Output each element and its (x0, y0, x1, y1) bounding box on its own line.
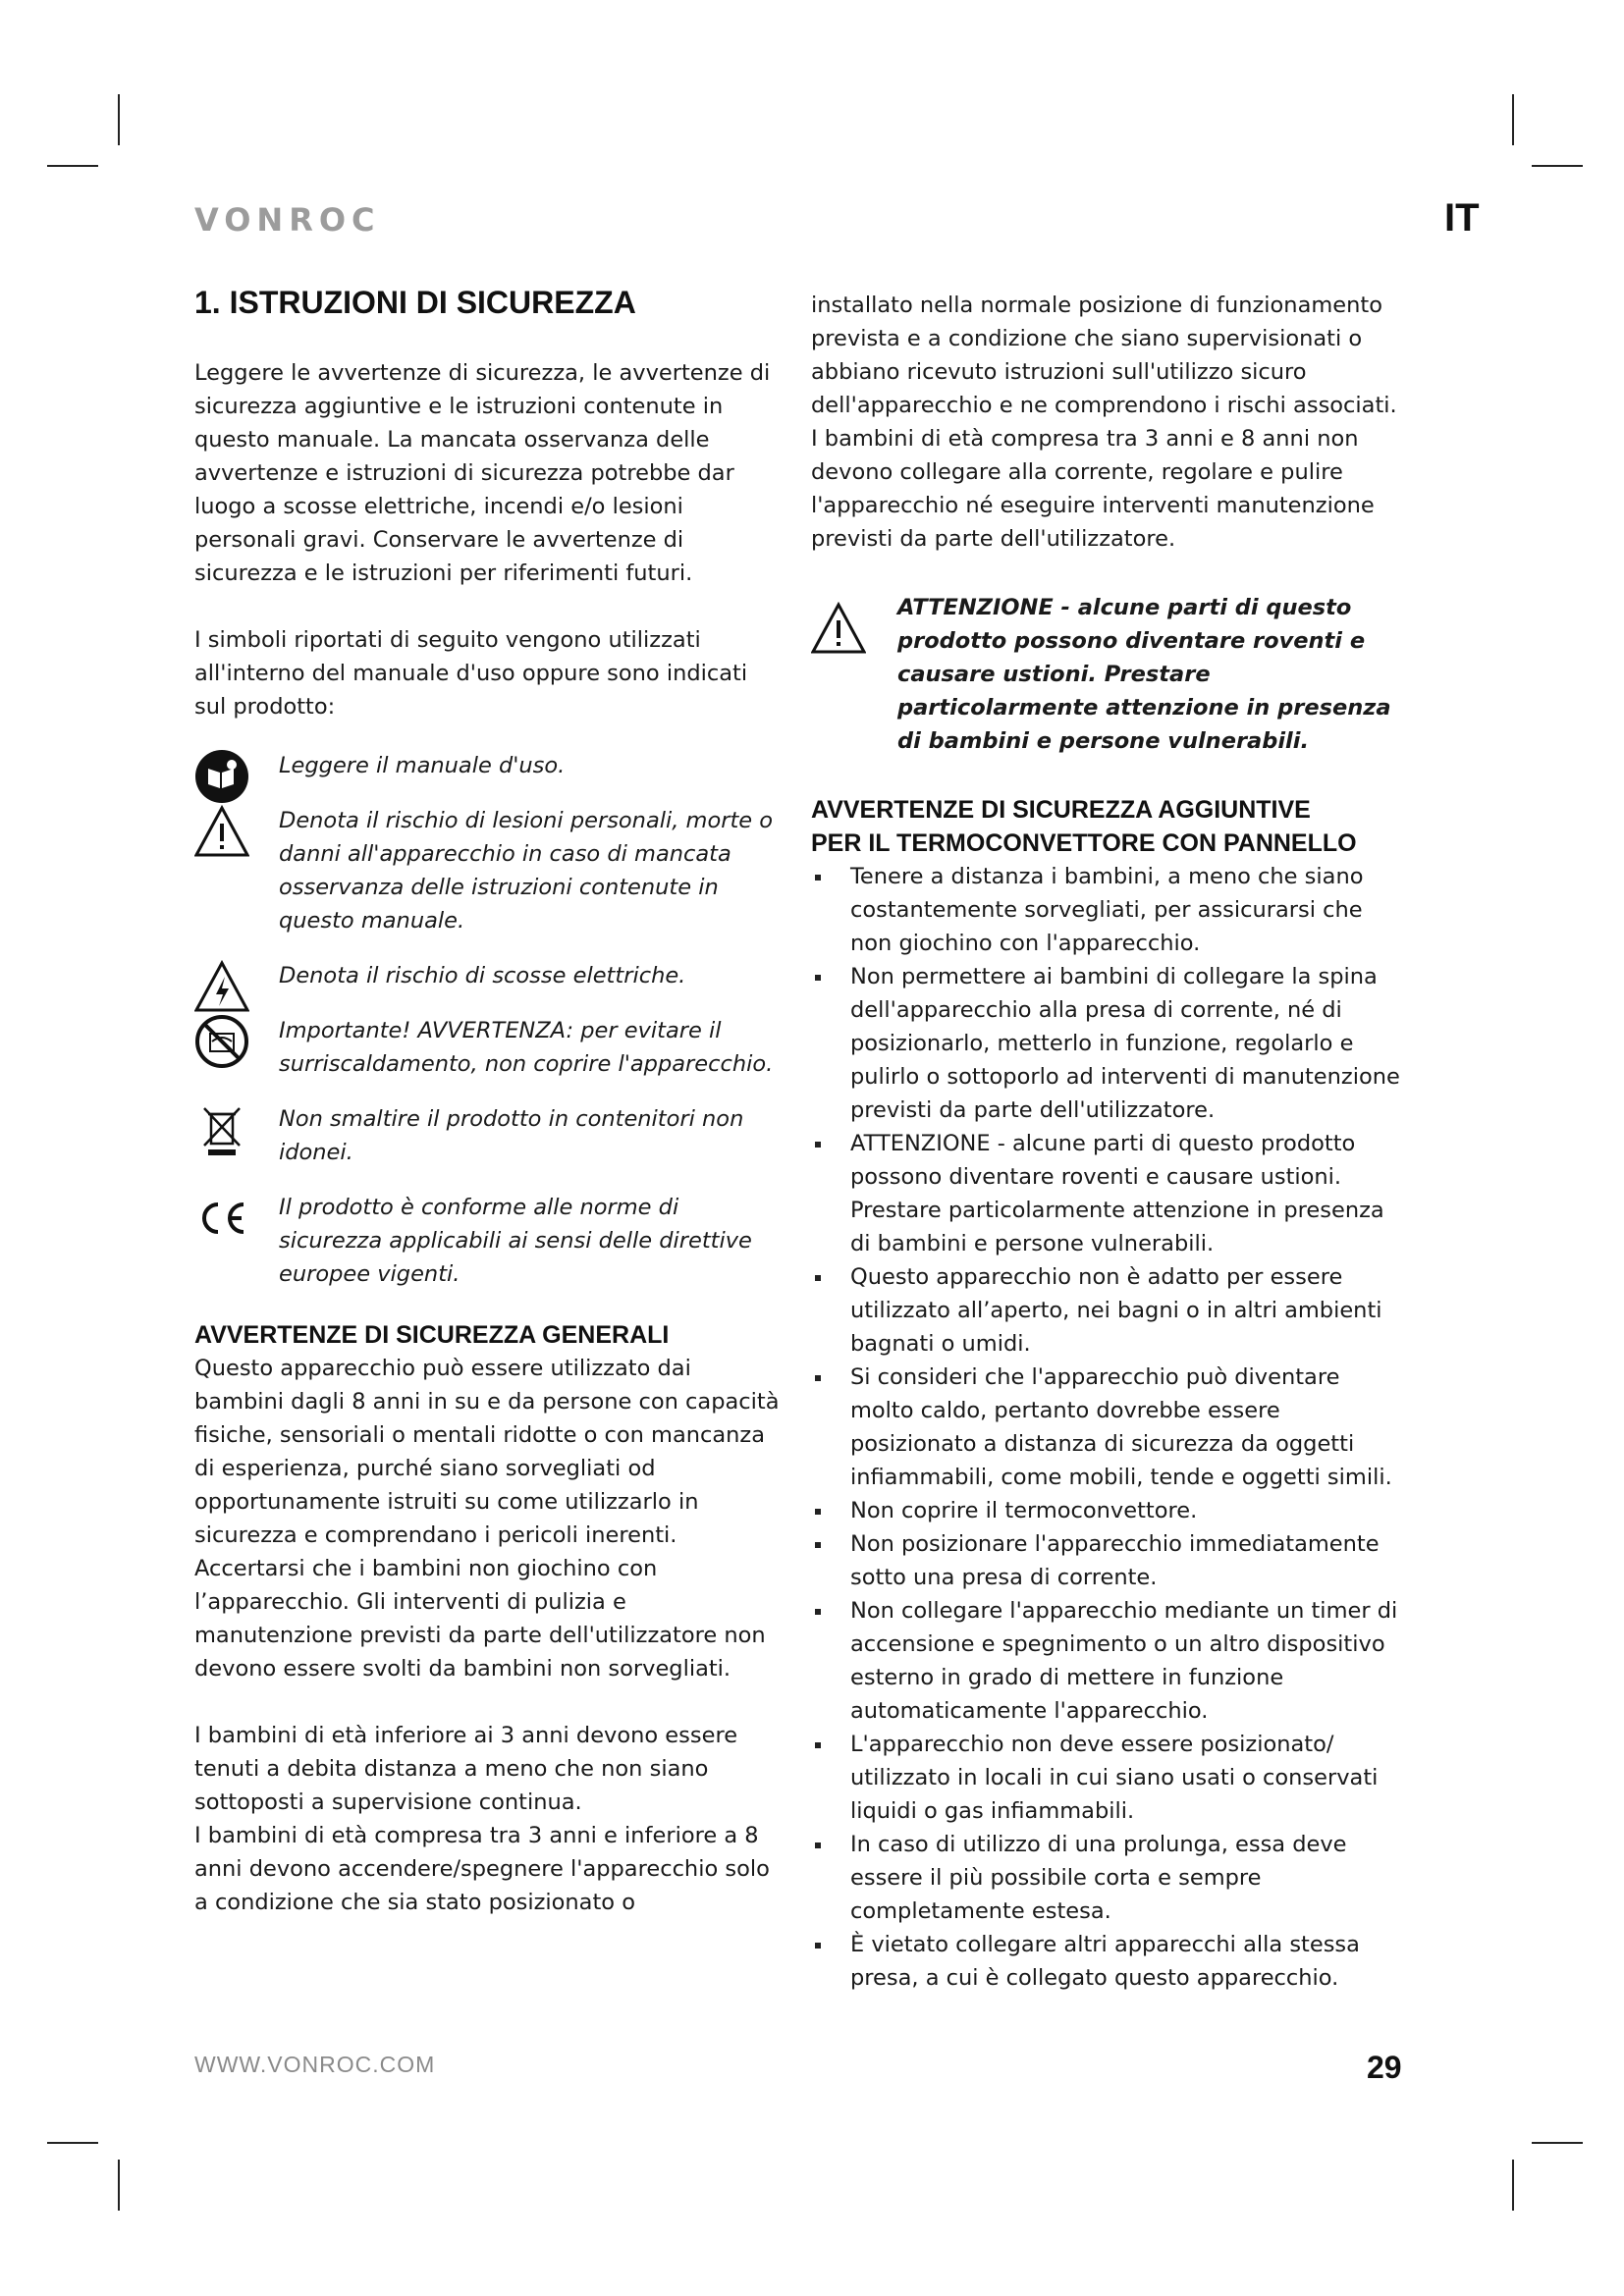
list-item: In caso di utilizzo di una prolunga, essa deve essere il più possibile corta e sempre completamente estesa. (811, 1828, 1410, 1928)
list-item: Non posizionare l'apparecchio immediatamente sotto una presa di corrente. (811, 1527, 1410, 1594)
crop-mark (1532, 165, 1583, 167)
symbol-row-do-not-cover (194, 1014, 784, 1081)
electric-shock-icon (194, 959, 249, 1014)
symbol-row-electric (194, 959, 784, 992)
footer-url: WWW.VONROC.COM (194, 2052, 436, 2077)
left-column (194, 285, 784, 1919)
additional-warnings-list (811, 860, 1410, 1995)
general-paragraph-3: I bambini di età compresa tra 3 anni e inferiore a 8 anni devono accendere/spegnere l'apparecchio solo a condizione che sia stato posizionato o (194, 1823, 770, 1915)
do-not-cover-icon (194, 1014, 249, 1069)
general-paragraph-1: Questo apparecchio può essere utilizzato dai bambini dagli 8 anni in su e da persone con capacità fisiche, sensoriali o mentali ridotte o con mancanza di esperienza, purché siano sorvegliati od opportunamente istruiti su come utilizzarlo in sicurezza e comprendano i pericoli inerenti. Accertarsi che i bambini non giochino con l’apparecchio. Gli interventi di pulizia e manutenzione previsti da parte dell'utilizzatore non devono essere svolti da bambini non sorvegliati. (194, 1356, 780, 1682)
intro-paragraph: Leggere le avvertenze di sicurezza, le avvertenze di sicurezza aggiuntive e le istruzioni contenute in questo manuale. La mancata osservanza delle avvertenze e istruzioni di sicurezza potrebbe dar luogo a scosse elettriche, incendi e/o lesioni personali gravi. Conservare le avvertenze di sicurezza e le istruzioni per riferimenti futuri. (194, 360, 771, 586)
heading-line-1: AVVERTENZE DI SICUREZZA AGGIUNTIVE (811, 796, 1311, 824)
crop-mark (1512, 2160, 1514, 2211)
attention-box (811, 591, 1410, 758)
list-item: Non collegare l'apparecchio mediante un timer di accensione e spegnimento o un altro dispositivo esterno in grado di mettere in funzione automaticamente l'apparecchio. (811, 1594, 1410, 1728)
brand-logo: VONROC (194, 201, 381, 239)
language-code: IT (1444, 196, 1480, 240)
list-item: L'apparecchio non deve essere posizionato/ utilizzato in locali in cui siano usati o conservati liquidi o gas infiammabili. (811, 1728, 1410, 1828)
crop-mark (1512, 94, 1514, 145)
symbol-text: Denota il rischio di scosse elettriche. (279, 963, 686, 988)
general-warnings-heading: AVVERTENZE DI SICUREZZA GENERALI (194, 1321, 670, 1349)
symbols-intro: I simboli riportati di seguito vengono utilizzati all'interno del manuale d'uso oppure sono indicati sul prodotto: (194, 627, 748, 720)
symbol-text: Denota il rischio di lesioni personali, morte o danni all'apparecchio in caso di mancata osservanza delle istruzioni contenute in questo manuale. (279, 808, 774, 934)
warning-triangle-icon (811, 601, 866, 656)
continued-paragraph-2: I bambini di età compresa tra 3 anni e 8 anni non devono collegare alla corrente, regolare e pulire l'apparecchio né eseguire interventi manutenzione previsti da parte dell'utilizzatore. (811, 426, 1375, 552)
list-item: ATTENZIONE - alcune parti di questo prodotto possono diventare roventi e causare ustioni. Prestare particolarmente attenzione in presenza di bambini e persone vulnerabili. (811, 1127, 1410, 1260)
list-item: Tenere a distanza i bambini, a meno che siano costantemente sorvegliati, per assicurarsi che non giochino con l'apparecchio. (811, 860, 1410, 960)
list-item: È vietato collegare altri apparecchi alla stessa presa, a cui è collegato questo apparecchio. (811, 1928, 1410, 1995)
attention-text: ATTENZIONE - alcune parti di questo prodotto possono diventare roventi e causare ustioni. Prestare particolarmente attenzione in presenza di bambini e persone vulnerabili. (897, 595, 1391, 754)
read-manual-icon (194, 749, 249, 804)
additional-warnings-heading (811, 793, 1410, 860)
crop-mark (118, 94, 120, 145)
warning-triangle-icon (194, 804, 249, 859)
continued-paragraph-1: installato nella normale posizione di funzionamento prevista e a condizione che siano supervisionati o abbiano ricevuto istruzioni sull'utilizzo sicuro dell'apparecchio e ne comprendono i rischi associati. (811, 293, 1397, 418)
crossed-bin-icon (194, 1102, 249, 1157)
general-paragraph-2: I bambini di età inferiore ai 3 anni devono essere tenuti a debita distanza a meno che non siano sottoposti a supervisione continua. (194, 1723, 738, 1815)
symbol-row-ce (194, 1191, 784, 1291)
list-item: Questo apparecchio non è adatto per essere utilizzato all’aperto, nei bagni o in altri ambienti bagnati o umidi. (811, 1260, 1410, 1361)
section-title: 1. ISTRUZIONI DI SICUREZZA (194, 285, 636, 320)
page-number: 29 (1367, 2050, 1402, 2085)
right-column (811, 289, 1410, 1995)
symbol-row-bin (194, 1102, 784, 1169)
symbol-row-warning (194, 804, 784, 937)
list-item: Si consideri che l'apparecchio può diventare molto caldo, pertanto dovrebbe essere posizionato a distanza di sicurezza da oggetti infiammabili, come mobili, tende e oggetti simili. (811, 1361, 1410, 1494)
symbol-text: Importante! AVVERTENZA: per evitare il surriscaldamento, non coprire l'apparecchio. (279, 1018, 774, 1077)
ce-mark-icon (194, 1191, 249, 1246)
list-item: Non coprire il termoconvettore. (811, 1494, 1410, 1527)
list-item: Non permettere ai bambini di collegare la spina dell'apparecchio alla presa di corrente, né di posizionarlo, metterlo in funzione, regolarlo e pulirlo o sottoporlo ad interventi di manutenzione previsti da parte dell'utilizzatore. (811, 960, 1410, 1127)
heading-line-2: PER IL TERMOCONVETTORE CON PANNELLO (811, 829, 1357, 857)
crop-mark (1532, 2142, 1583, 2144)
crop-mark (118, 2160, 120, 2211)
crop-mark (47, 2142, 98, 2144)
symbol-text: Leggere il manuale d'uso. (279, 753, 566, 778)
crop-mark (47, 165, 98, 167)
symbol-text: Il prodotto è conforme alle norme di sicurezza applicabili ai sensi delle direttive europee vigenti. (279, 1195, 752, 1287)
symbol-text: Non smaltire il prodotto in contenitori non idonei. (279, 1106, 744, 1165)
symbol-row-read-manual (194, 749, 784, 782)
